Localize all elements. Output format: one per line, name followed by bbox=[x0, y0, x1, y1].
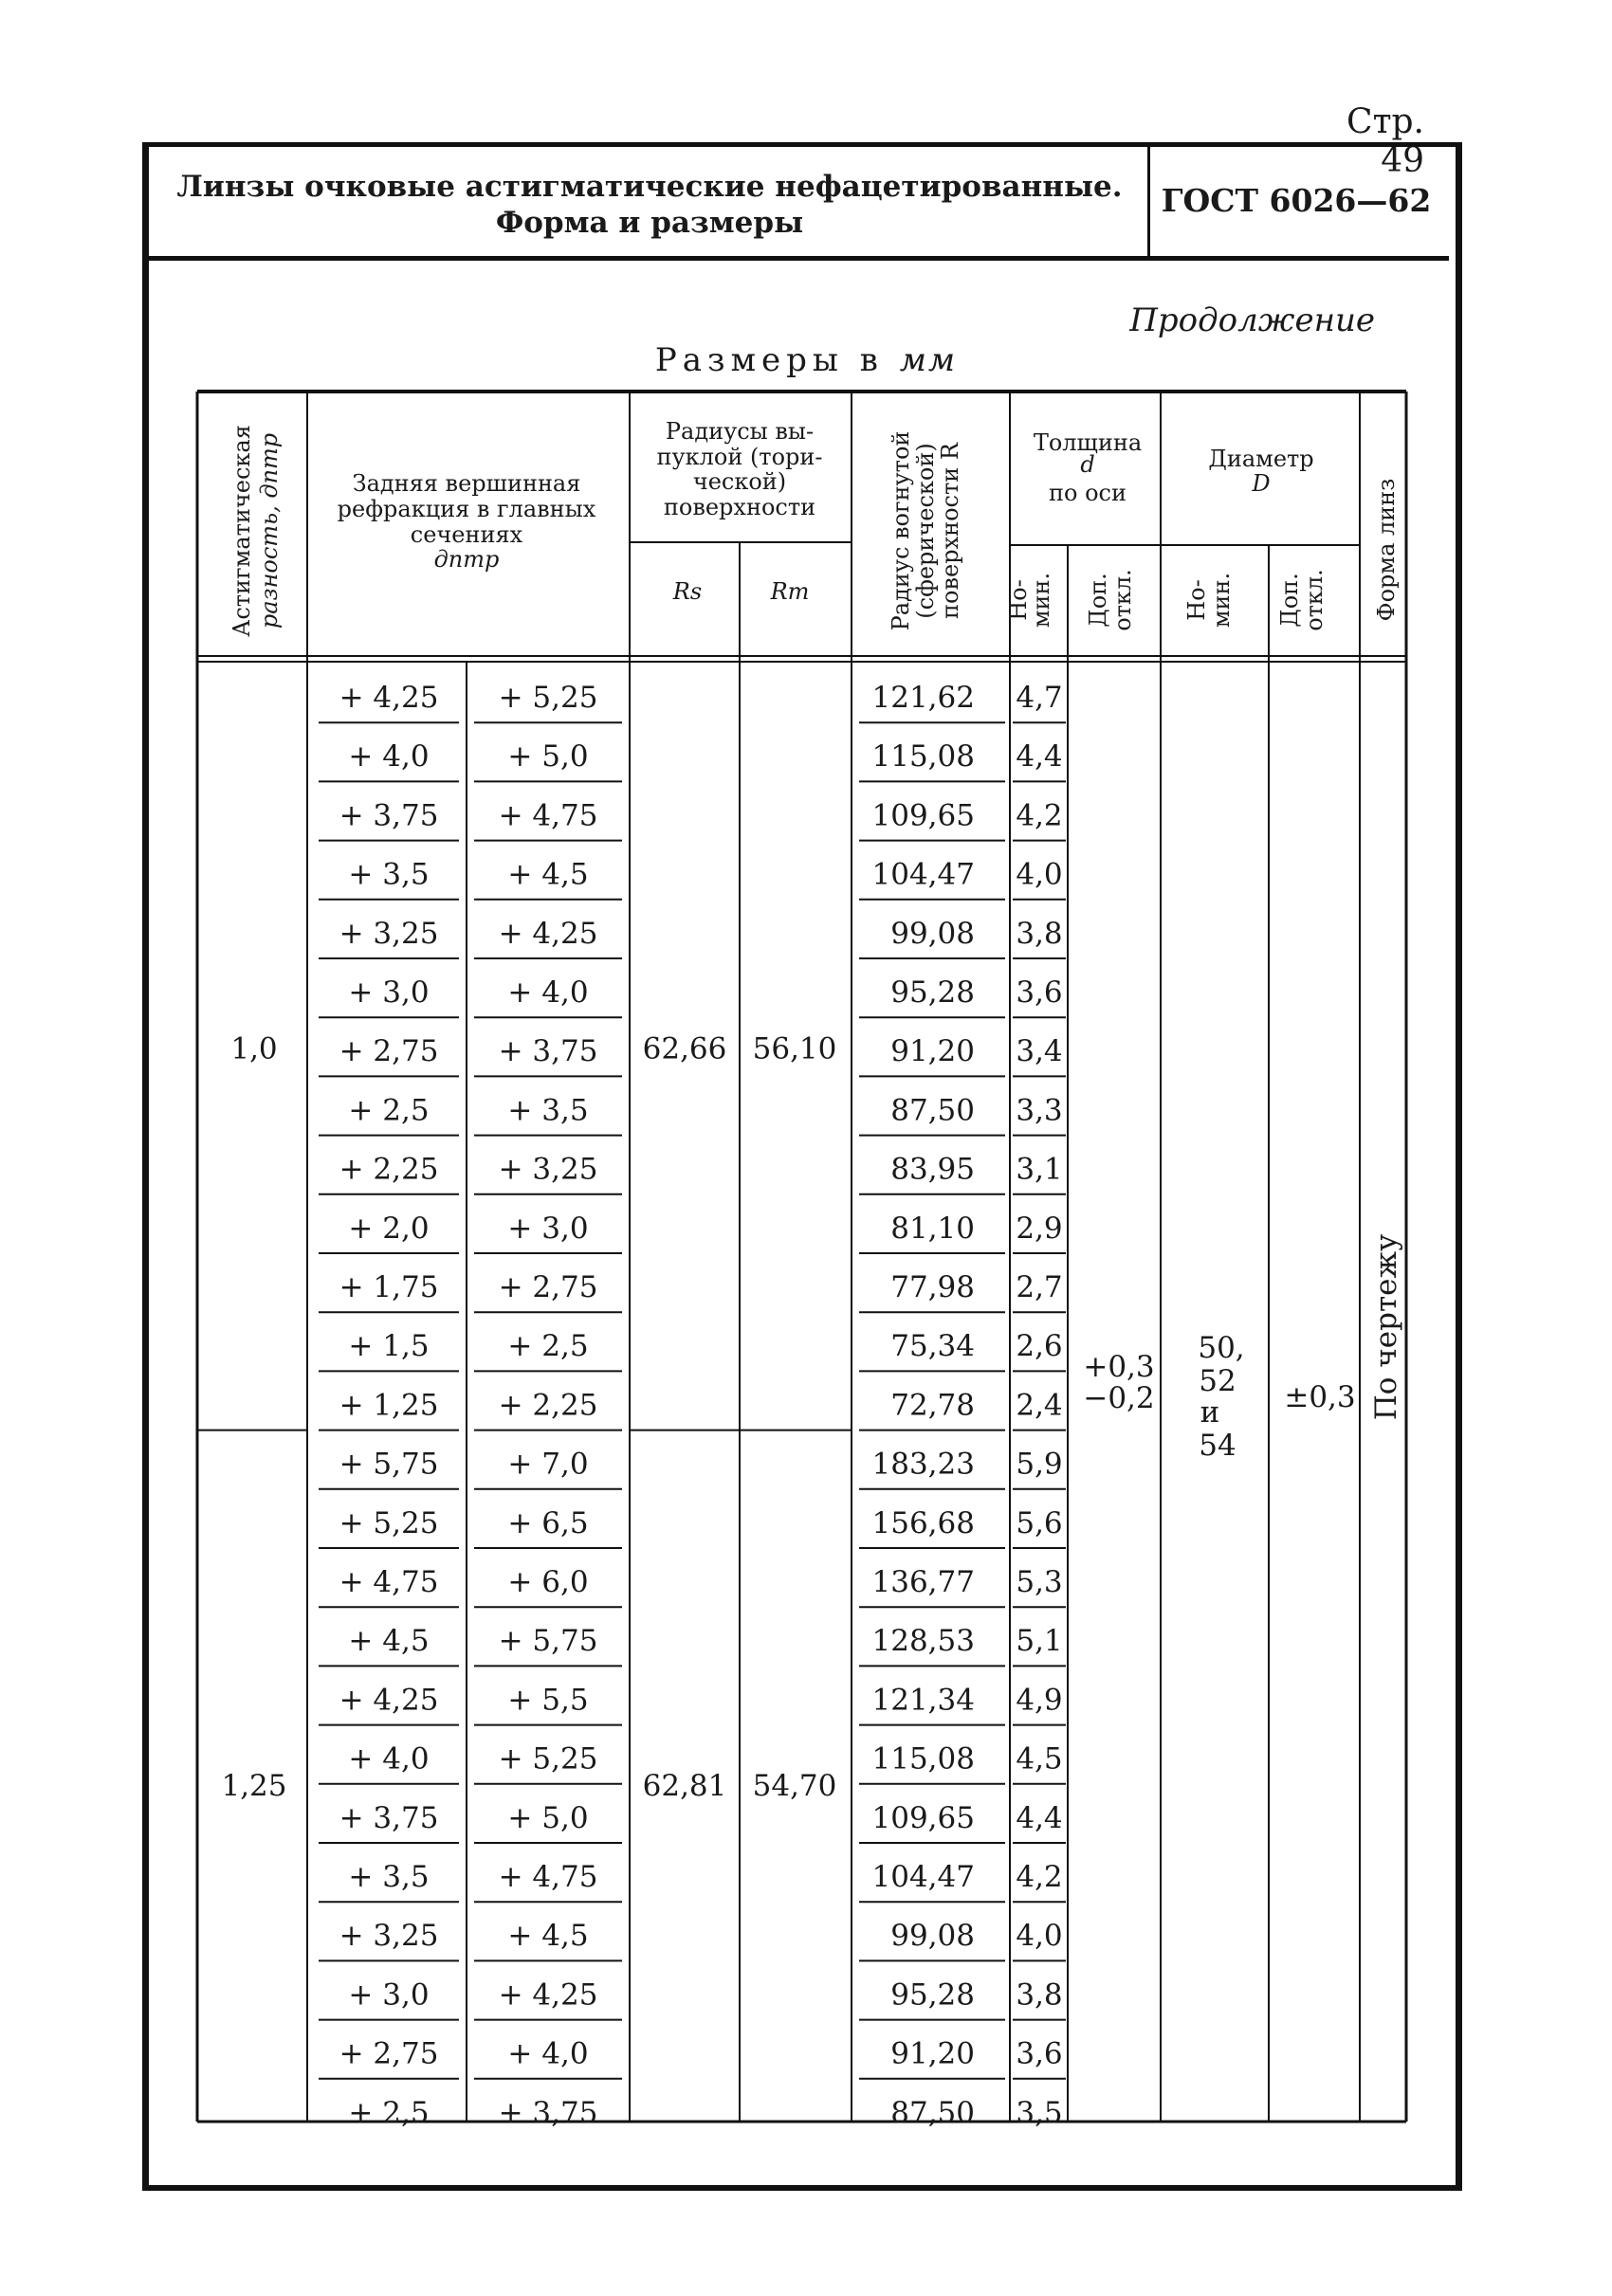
diameter-tolerance: ±0,3 bbox=[1284, 1380, 1356, 1414]
col-thickness-tol-line1: Доп. bbox=[1085, 573, 1111, 628]
thickness-nom-value: 4,4 bbox=[1016, 1800, 1063, 1835]
thickness-nom-value: 2,7 bbox=[1016, 1270, 1063, 1304]
refraction-2-value: + 3,25 bbox=[498, 1152, 598, 1187]
col-convex-header-line2: пуклой (тори- bbox=[656, 444, 823, 470]
diameter-value-line1: 50, bbox=[1198, 1331, 1245, 1365]
concave-radius-value: 87,50 bbox=[890, 2095, 975, 2130]
col-concave-header-line3: поверхности R bbox=[937, 443, 963, 619]
thickness-nom-value: 4,4 bbox=[1016, 739, 1063, 774]
refraction-2-value: + 5,75 bbox=[498, 1624, 598, 1659]
refraction-1-value: + 3,5 bbox=[348, 857, 430, 892]
concave-radius-value: 91,20 bbox=[890, 1034, 975, 1069]
shape-value: По чертежу bbox=[1369, 1233, 1403, 1421]
col-convex-header-line1: Радиусы вы- bbox=[665, 418, 815, 445]
concave-radius-value: 183,23 bbox=[871, 1447, 975, 1482]
col-thickness-nom-line2: мин. bbox=[1028, 572, 1054, 629]
refraction-1-value: + 4,5 bbox=[348, 1624, 430, 1659]
col-refraction-header-line2: рефракция в главных bbox=[337, 496, 596, 522]
col-refraction-header-line3: сечениях bbox=[410, 521, 523, 548]
refraction-2-value: + 3,75 bbox=[498, 2095, 598, 2130]
thickness-nom-value: 5,3 bbox=[1016, 1565, 1063, 1599]
standard-code: ГОСТ 6026—62 bbox=[1161, 182, 1432, 219]
concave-radius-value: 95,28 bbox=[890, 1977, 975, 2013]
thickness-tolerance-minus: −0,2 bbox=[1083, 1381, 1155, 1415]
col-convex-header-line4: поверхности bbox=[663, 494, 816, 520]
thickness-nom-value: 2,9 bbox=[1016, 1211, 1063, 1246]
rm-value: 56,10 bbox=[752, 1031, 837, 1066]
refraction-1-value: + 3,0 bbox=[348, 975, 430, 1010]
refraction-2-value: + 4,25 bbox=[498, 916, 598, 951]
thickness-nom-value: 3,4 bbox=[1016, 1034, 1063, 1069]
page-number: Стр. 49 bbox=[1346, 102, 1424, 180]
thickness-nom-value: 4,0 bbox=[1016, 1919, 1063, 1954]
concave-radius-value: 136,77 bbox=[871, 1565, 975, 1599]
refraction-1-value: + 4,25 bbox=[339, 681, 439, 715]
refraction-1-value: + 1,5 bbox=[348, 1329, 430, 1364]
col-diameter-nom-line1: Но- bbox=[1183, 579, 1210, 621]
col-thickness-header-line1: Толщина bbox=[1033, 429, 1143, 456]
refraction-1-value: + 2,5 bbox=[348, 2095, 430, 2130]
thickness-nom-value: 4,2 bbox=[1016, 1860, 1063, 1894]
diameter-value-line2: 52 bbox=[1199, 1364, 1236, 1398]
concave-radius-value: 109,65 bbox=[871, 1800, 975, 1835]
refraction-1-value: + 2,0 bbox=[348, 1211, 430, 1246]
astig-value: 1,0 bbox=[230, 1031, 278, 1066]
concave-radius-value: 99,08 bbox=[890, 1919, 975, 1954]
refraction-1-value: + 2,25 bbox=[339, 1152, 439, 1187]
table-body bbox=[221, 681, 1062, 2130]
units-caption-unit: мм bbox=[899, 341, 958, 379]
refraction-2-value: + 4,75 bbox=[498, 1860, 598, 1894]
thickness-nom-value: 3,3 bbox=[1016, 1093, 1063, 1128]
concave-radius-value: 156,68 bbox=[871, 1505, 975, 1540]
refraction-2-value: + 4,5 bbox=[507, 857, 589, 892]
refraction-1-value: + 5,25 bbox=[339, 1505, 439, 1540]
refraction-2-value: + 2,75 bbox=[498, 1270, 598, 1304]
concave-radius-value: 87,50 bbox=[890, 1093, 975, 1128]
concave-radius-value: 99,08 bbox=[890, 916, 975, 951]
thickness-nom-value: 4,2 bbox=[1016, 798, 1063, 833]
rs-value: 62,66 bbox=[642, 1031, 727, 1066]
refraction-2-value: + 5,0 bbox=[507, 1800, 589, 1835]
col-rm-header: Rm bbox=[770, 578, 810, 605]
units-caption-text: Размеры в bbox=[654, 341, 884, 379]
refraction-2-value: + 3,5 bbox=[507, 1093, 589, 1128]
refraction-1-value: + 5,75 bbox=[339, 1447, 439, 1482]
astig-value: 1,25 bbox=[221, 1768, 287, 1803]
col-diameter-nom-line2: мин. bbox=[1208, 572, 1235, 629]
col-concave-header-line2: (сферической) bbox=[912, 443, 939, 619]
col-diameter-header-line1: Диаметр bbox=[1208, 446, 1314, 472]
refraction-2-value: + 7,0 bbox=[507, 1447, 589, 1482]
col-thickness-header-line2: d bbox=[1080, 451, 1095, 478]
col-shape-header: Форма линз bbox=[1373, 478, 1400, 622]
refraction-1-value: + 4,0 bbox=[348, 739, 430, 774]
concave-radius-value: 95,28 bbox=[890, 975, 975, 1010]
rs-value: 62,81 bbox=[642, 1768, 727, 1803]
col-rs-header: Rs bbox=[672, 578, 703, 605]
refraction-2-value: + 4,0 bbox=[507, 975, 589, 1010]
thickness-nom-value: 3,6 bbox=[1016, 975, 1063, 1010]
diameter-value-line3: и bbox=[1200, 1395, 1220, 1430]
refraction-1-value: + 2,5 bbox=[348, 1093, 430, 1128]
refraction-2-value: + 3,0 bbox=[507, 1211, 589, 1246]
refraction-1-value: + 1,25 bbox=[339, 1388, 439, 1423]
concave-radius-value: 72,78 bbox=[890, 1388, 975, 1423]
concave-radius-value: 128,53 bbox=[871, 1624, 975, 1659]
thickness-tolerance-plus: +0,3 bbox=[1083, 1350, 1155, 1384]
thickness-nom-value: 4,0 bbox=[1016, 857, 1063, 892]
refraction-2-value: + 4,75 bbox=[498, 798, 598, 833]
refraction-2-value: + 5,25 bbox=[498, 1741, 598, 1777]
refraction-2-value: + 4,0 bbox=[507, 2036, 589, 2071]
refraction-2-value: + 5,5 bbox=[507, 1683, 589, 1718]
refraction-2-value: + 5,0 bbox=[507, 739, 589, 774]
concave-radius-value: 104,47 bbox=[871, 857, 975, 892]
concave-radius-value: 104,47 bbox=[871, 1860, 975, 1894]
concave-radius-value: 121,62 bbox=[871, 681, 975, 715]
col-thickness-nom-line1: Но- bbox=[1005, 579, 1032, 621]
refraction-1-value: + 3,25 bbox=[339, 1919, 439, 1954]
refraction-2-value: + 6,0 bbox=[507, 1565, 589, 1599]
refraction-1-value: + 2,75 bbox=[339, 2036, 439, 2071]
col-diameter-tol-line2: откл. bbox=[1301, 569, 1328, 631]
refraction-1-value: + 3,0 bbox=[348, 1977, 430, 2013]
refraction-2-value: + 6,5 bbox=[507, 1505, 589, 1540]
thickness-nom-value: 5,1 bbox=[1016, 1624, 1063, 1659]
thickness-nom-value: 5,9 bbox=[1016, 1447, 1063, 1482]
thickness-nom-value: 4,7 bbox=[1016, 681, 1063, 715]
concave-radius-value: 109,65 bbox=[871, 798, 975, 833]
concave-radius-value: 121,34 bbox=[871, 1683, 975, 1718]
refraction-2-value: + 3,75 bbox=[498, 1034, 598, 1069]
thickness-nom-value: 3,8 bbox=[1016, 916, 1063, 951]
thickness-nom-value: 4,5 bbox=[1016, 1741, 1063, 1777]
thickness-nom-value: 3,8 bbox=[1016, 1977, 1063, 2013]
col-concave-header-line1: Радиус вогнутой bbox=[888, 430, 914, 631]
thickness-nom-value: 5,6 bbox=[1016, 1505, 1063, 1540]
refraction-2-value: + 5,25 bbox=[498, 681, 598, 715]
concave-radius-value: 115,08 bbox=[871, 739, 975, 774]
refraction-1-value: + 3,25 bbox=[339, 916, 439, 951]
concave-radius-value: 75,34 bbox=[890, 1329, 975, 1364]
refraction-1-value: + 4,0 bbox=[348, 1741, 430, 1777]
col-convex-header-line3: ческой) bbox=[692, 468, 787, 495]
refraction-1-value: + 2,75 bbox=[339, 1034, 439, 1069]
concave-radius-value: 77,98 bbox=[890, 1270, 975, 1304]
col-astig-header-line1: Астигматическая bbox=[229, 425, 255, 637]
refraction-2-value: + 4,25 bbox=[498, 1977, 598, 2013]
col-diameter-header-line2: D bbox=[1252, 470, 1271, 497]
col-refraction-header-line4: дптр bbox=[433, 546, 500, 573]
diameter-value-line4: 54 bbox=[1199, 1429, 1236, 1463]
col-thickness-header-line3: по оси bbox=[1049, 480, 1127, 506]
thickness-nom-value: 4,9 bbox=[1016, 1683, 1063, 1718]
concave-radius-value: 91,20 bbox=[890, 2036, 975, 2071]
refraction-1-value: + 4,25 bbox=[339, 1683, 439, 1718]
thickness-nom-value: 3,6 bbox=[1016, 2036, 1063, 2071]
concave-radius-value: 81,10 bbox=[890, 1211, 975, 1246]
refraction-1-value: + 1,75 bbox=[339, 1270, 439, 1304]
thickness-nom-value: 3,1 bbox=[1016, 1152, 1063, 1187]
refraction-1-value: + 4,75 bbox=[339, 1565, 439, 1599]
col-diameter-tol-line1: Доп. bbox=[1276, 573, 1303, 628]
col-refraction-header-line1: Задняя вершинная bbox=[352, 470, 581, 497]
refraction-1-value: + 3,75 bbox=[339, 798, 439, 833]
refraction-2-value: + 2,5 bbox=[507, 1329, 589, 1364]
title-line-1: Линзы очковые астигматические нефацетированные. bbox=[176, 170, 1123, 204]
thickness-nom-value: 3,5 bbox=[1016, 2095, 1063, 2130]
rm-value: 54,70 bbox=[752, 1768, 837, 1803]
title-line-2: Форма и размеры bbox=[495, 206, 804, 240]
refraction-2-value: + 4,5 bbox=[507, 1919, 589, 1954]
thickness-nom-value: 2,4 bbox=[1016, 1388, 1063, 1423]
concave-radius-value: 115,08 bbox=[871, 1741, 975, 1777]
continuation-label: Продолжение bbox=[1129, 301, 1375, 339]
refraction-1-value: + 3,75 bbox=[339, 1800, 439, 1835]
col-astig-header-line2: разность, дптр bbox=[256, 432, 283, 629]
refraction-1-value: + 3,5 bbox=[348, 1860, 430, 1894]
thickness-nom-value: 2,6 bbox=[1016, 1329, 1063, 1364]
col-thickness-tol-line2: откл. bbox=[1109, 569, 1136, 631]
concave-radius-value: 83,95 bbox=[890, 1152, 975, 1187]
refraction-2-value: + 2,25 bbox=[498, 1388, 598, 1423]
